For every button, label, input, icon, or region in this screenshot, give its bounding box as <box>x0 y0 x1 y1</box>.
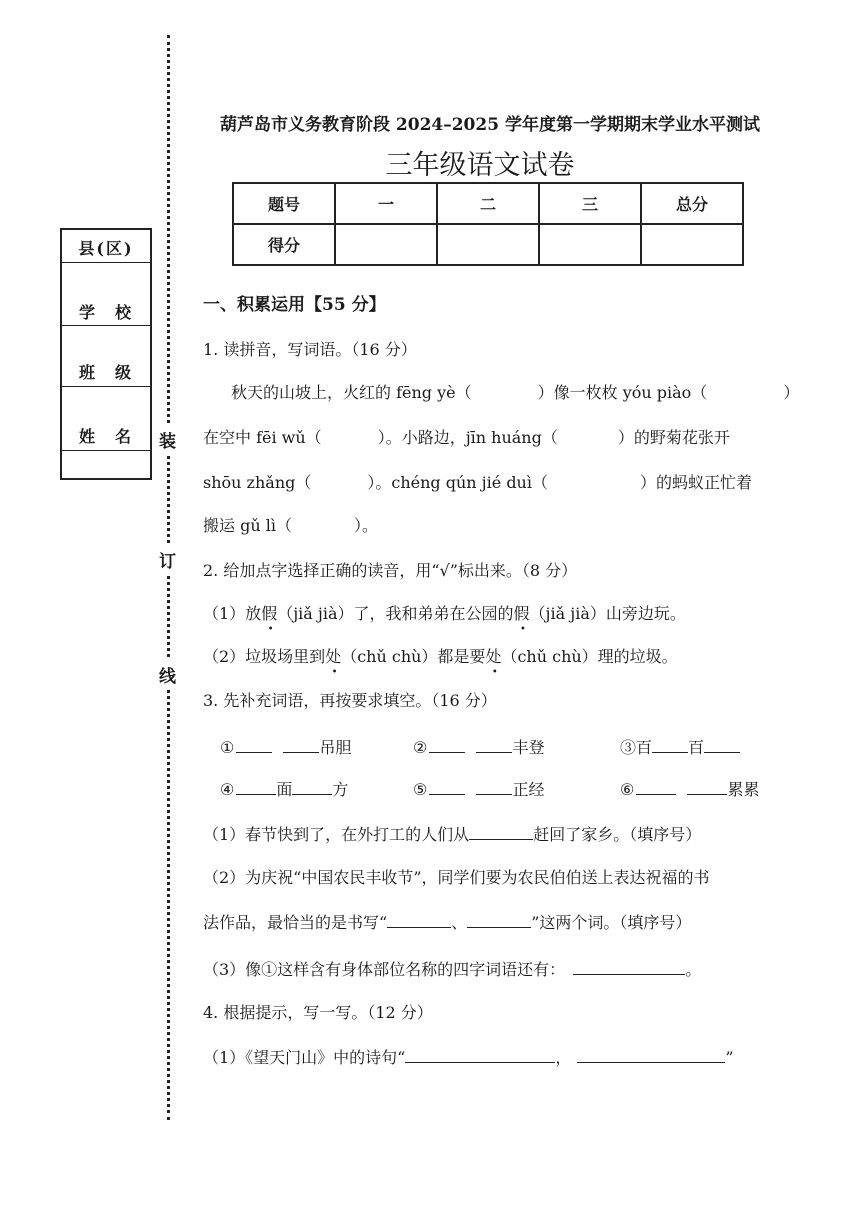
idiom-text: 吊胆 <box>319 738 352 757</box>
q1-text: shōu zhǎng（ <box>203 473 312 492</box>
idiom-number: ① <box>220 738 235 757</box>
q3-text: 、 <box>451 913 468 932</box>
student-info-box <box>60 228 152 480</box>
q1-text: 搬运 gǔ lì（ <box>203 516 292 535</box>
q2-text: （1）放 <box>203 604 262 623</box>
question-3-sub-3 <box>203 957 701 980</box>
q2-text: （2）垃圾场里到 <box>203 647 326 666</box>
idiom-text: 百 <box>688 738 705 757</box>
answer-blank[interactable] <box>687 778 727 795</box>
answer-blank[interactable] <box>573 958 685 975</box>
idiom-text: 丰登 <box>512 738 545 757</box>
q1-text: ）的蚂蚁正忙着 <box>639 473 752 492</box>
score-cell: 题号 <box>233 183 335 224</box>
q1-text: ）像一枚枚 yóu piào（ <box>537 383 708 402</box>
idiom-number: ④ <box>220 780 235 799</box>
idiom-6 <box>620 777 759 800</box>
question-2-title: 2. 给加点字选择正确的读音，用“√”标出来。（8 分） <box>203 561 578 580</box>
answer-blank[interactable] <box>292 778 332 795</box>
section-title: 一、积累运用【55 分】 <box>203 295 386 315</box>
question-1-line <box>203 470 752 493</box>
idiom-1 <box>220 735 351 758</box>
answer-blank[interactable] <box>429 778 465 795</box>
question-1-line <box>203 425 730 448</box>
q3-text: ”这两个词。（填序号） <box>531 913 692 932</box>
divider <box>62 262 150 263</box>
answer-blank[interactable] <box>429 736 465 753</box>
divider <box>62 386 150 387</box>
q2-text[interactable]: （jiǎ jià）了，我和弟弟在公园的 <box>277 604 514 623</box>
answer-blank[interactable] <box>236 736 272 753</box>
q1-text: ）。 <box>353 516 378 535</box>
q3-text: 法作品，最恰当的是书写“ <box>203 913 388 932</box>
q1-text: ）。小路边，jīn huáng（ <box>377 428 558 447</box>
binding-char-ding: 订 <box>159 545 176 574</box>
score-cell: 二 <box>437 183 539 224</box>
answer-blank[interactable] <box>577 1046 725 1063</box>
q3-text: （3）像①这样含有身体部位名称的四字词语还有： <box>203 960 566 979</box>
answer-blank[interactable] <box>476 778 512 795</box>
q3-text: 赶回了家乡。（填序号） <box>533 825 702 844</box>
divider <box>62 325 150 326</box>
exam-title: 葫芦岛市义务教育阶段 2024–2025 学年度第一学期期末学业水平测试 <box>220 115 760 135</box>
score-table <box>232 182 744 266</box>
idiom-text: 累累 <box>727 780 760 799</box>
q2-text[interactable]: （chǔ chù）都是要 <box>341 647 486 666</box>
q1-text: ）的野菊花张开 <box>617 428 730 447</box>
score-input-cell[interactable] <box>437 224 539 265</box>
idiom-2 <box>413 735 544 758</box>
answer-blank[interactable] <box>467 911 531 928</box>
idiom-text: 方 <box>332 780 349 799</box>
q3-text: 。 <box>685 960 702 979</box>
q1-text: ） <box>783 383 800 402</box>
dotted-char: 处 <box>325 647 342 666</box>
answer-blank[interactable] <box>283 736 319 753</box>
score-cell: 一 <box>335 183 437 224</box>
q2-text[interactable]: （chǔ chù）理的垃圾。 <box>501 647 678 666</box>
question-1-line <box>203 513 378 536</box>
score-input-cell[interactable] <box>641 224 743 265</box>
name-label: 姓 名 <box>78 427 133 446</box>
idiom-text: 正经 <box>512 780 545 799</box>
question-1-title: 1. 读拼音，写词语。（16 分） <box>203 340 417 359</box>
q4-text: ” <box>725 1048 734 1067</box>
question-3-sub-2: （2）为庆祝“中国农民丰收节”，同学们要为农民伯伯送上表达祝福的书 <box>203 868 710 887</box>
answer-blank[interactable] <box>387 911 451 928</box>
binding-char-xian: 线 <box>159 660 176 689</box>
q4-text: ， <box>555 1048 572 1067</box>
answer-blank[interactable] <box>704 736 740 753</box>
binding-char-zhuang: 装 <box>159 425 176 454</box>
divider <box>62 450 150 451</box>
answer-blank[interactable] <box>236 778 276 795</box>
binding-dotted-line <box>167 35 170 1120</box>
idiom-number: ⑤ <box>413 780 428 799</box>
question-3-title: 3. 先补充词语，再按要求填空。（16 分） <box>203 691 497 710</box>
idiom-text: 面 <box>276 780 293 799</box>
idiom-number: ⑥ <box>620 780 635 799</box>
answer-blank[interactable] <box>469 823 533 840</box>
q1-text: 在空中 fēi wǔ（ <box>203 428 322 447</box>
score-cell: 得分 <box>233 224 335 265</box>
score-cell: 总分 <box>641 183 743 224</box>
q1-text: ）。chéng qún jié duì（ <box>367 473 548 492</box>
question-4-title: 4. 根据提示，写一写。（12 分） <box>203 1003 433 1022</box>
score-value-row <box>233 224 743 265</box>
score-input-cell[interactable] <box>335 224 437 265</box>
class-label: 班 级 <box>78 363 133 382</box>
answer-blank[interactable] <box>476 736 512 753</box>
dotted-char: 假 <box>513 604 530 623</box>
county-label: 县(区) <box>78 239 134 258</box>
answer-blank[interactable] <box>636 778 676 795</box>
idiom-number: ② <box>413 738 428 757</box>
question-4-sub-1 <box>203 1045 734 1068</box>
score-input-cell[interactable] <box>539 224 641 265</box>
school-label: 学 校 <box>78 303 133 322</box>
idiom-3 <box>620 735 740 758</box>
dotted-char: 假 <box>261 604 278 623</box>
exam-subject-title: 三年级语文试卷 <box>385 150 575 181</box>
idiom-text: ③百 <box>620 738 653 757</box>
question-1-line <box>231 380 799 403</box>
q2-text[interactable]: （jiǎ jià）山旁边玩。 <box>529 604 686 623</box>
idiom-4 <box>220 777 348 800</box>
q1-text: 秋天的山坡上，火红的 fēng yè（ <box>231 383 472 402</box>
question-2-item <box>203 601 686 624</box>
question-2-item <box>203 644 678 667</box>
score-cell: 三 <box>539 183 641 224</box>
score-header-row <box>233 183 743 224</box>
question-3-sub-1 <box>203 822 701 845</box>
q3-text: （1）春节快到了，在外打工的人们从 <box>203 825 470 844</box>
question-3-sub-2-cont <box>203 910 691 933</box>
idiom-5 <box>413 777 544 800</box>
answer-blank[interactable] <box>652 736 688 753</box>
q4-text: （1）《望天门山》中的诗句“ <box>203 1048 406 1067</box>
dotted-char: 处 <box>485 647 502 666</box>
answer-blank[interactable] <box>405 1046 555 1063</box>
